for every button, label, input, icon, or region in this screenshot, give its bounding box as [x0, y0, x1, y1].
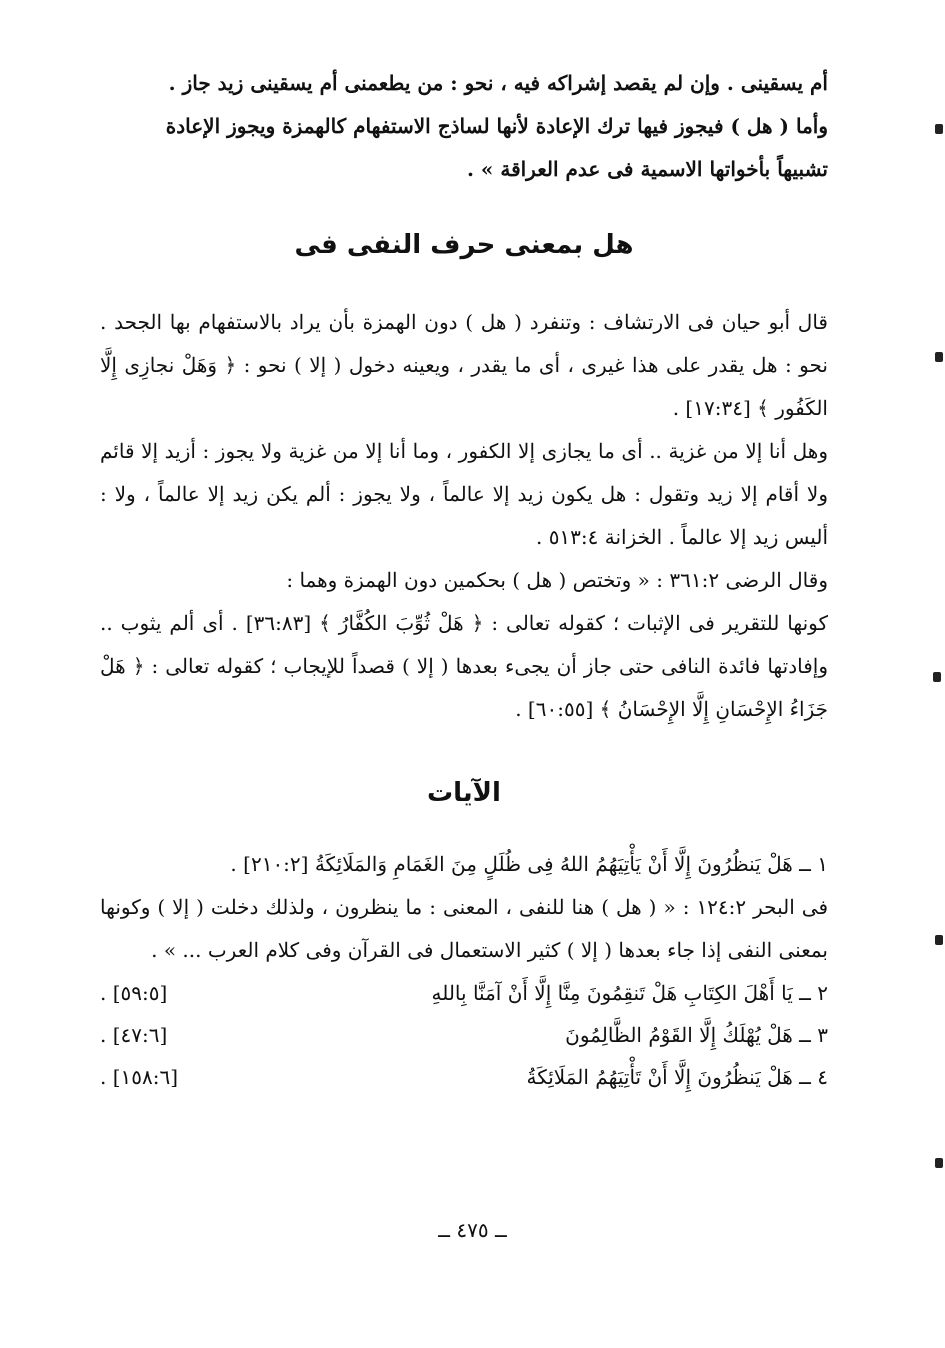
page-body	[100, 62, 828, 1098]
intro-line-2: وأما ( هل ) فيجوز فيها ترك الإعادة لأنها لساذج الاستفهام كالهمزة ويجوز الإعادة	[165, 114, 828, 138]
intro-line-1: أم يسقينى . وإن لم يقصد إشراكه فيه ، نحو : من يطعمنى أم يسقينى زيد جاز .	[168, 71, 828, 95]
verse-row	[100, 1056, 828, 1098]
scan-margin-mark	[935, 935, 943, 945]
verses-heading: الآيات	[427, 778, 501, 808]
paragraph-radi: وقال الرضى ٣٦١:٢ : « وتختص ( هل ) بحكمين دون الهمزة وهما :	[286, 568, 828, 592]
verse-text: ٢ ــ يَا أَهْلَ الكِتَابِ هَلْ تَنقِمُونَ مِنَّا إِلَّا أَنْ آمَنَّا بِاللهِ	[431, 981, 828, 1005]
verse-text: ٤ ــ هَلْ يَنظُرُونَ إِلَّا أَنْ تَأْتِيَهُمُ المَلَائِكَةُ	[526, 1065, 828, 1089]
intro-line-3: تشبيهاً بأخواتها الاسمية فى عدم العراقة » .	[466, 157, 828, 181]
verse-row	[100, 972, 828, 1014]
scan-margin-mark	[933, 672, 941, 682]
scan-margin-mark	[935, 124, 943, 134]
scan-margin-mark	[935, 352, 943, 362]
verse-row	[100, 1014, 828, 1056]
section-heading: هل بمعنى حرف النفى فى	[294, 230, 634, 260]
verse-reference: [٤٧:٦] .	[100, 1023, 168, 1047]
verse-1: ١ ــ هَلْ يَنظُرُونَ إِلَّا أَنْ يَأْتِيَهُمُ اللهُ فِى ظُلَلٍ مِنَ الغَمَامِ وَالمَلَائِكَةُ [٢١٠:٢] .	[230, 852, 828, 876]
paragraph-ghaziya: وهل أنا إلا من غزية .. أى ما يجازى إلا الكفور ، وما أنا إلا من غزية ولا يجوز : أزيد إلا قائم ولا أقام إلا زيد وتقول : هل يكون زيد إلا عالماً ، ولا يجوز : ألم يكن زيد إلا عالماً ، ولا : أليس زيد إلا عالماً . الخزانة ٥١٣:٤ .	[100, 439, 828, 549]
scan-margin-mark	[935, 1158, 943, 1168]
verse-reference: [١٥٨:٦] .	[100, 1065, 179, 1089]
paragraph-taqrir: كونها للتقرير فى الإثبات ؛ كقوله تعالى : ﴿ هَلْ ثُوِّبَ الكُفَّارُ ﴾ [٣٦:٨٣] . أى ألم يثوب .. وإفادتها فائدة النافى حتى جاز أن يجىء بعدها ( إلا ) قصداً للإيجاب ؛ كقوله تعالى : ﴿ هَلْ جَزَاءُ الإِحْسَانِ إِلَّا الإِحْسَانُ ﴾ [٦٠:٥٥] .	[100, 611, 828, 721]
page-number: ــ ٤٧٥ ــ	[438, 1218, 507, 1242]
paragraph-abu-hayyan: قال أبو حيان فى الارتشاف : وتنفرد ( هل ) دون الهمزة بأن يراد بالاستفهام بها الجحد . نحو : هل يقدر على هذا غيرى ، أى ما يقدر ، ويعينه دخول ( إلا ) نحو : ﴿ وَهَلْ نجازِى إِلَّا الكَفُور ﴾ [١٧:٣٤] .	[100, 310, 828, 420]
paragraph-bahr: فى البحر ١٢٤:٢ : « ( هل ) هنا للنفى ، المعنى : ما ينظرون ، ولذلك دخلت ( إلا ) وكونها بمعنى النفى إذا جاء بعدها ( إلا ) كثير الاستعمال فى القرآن وفى كلام العرب ... » .	[100, 895, 829, 962]
verse-text: ٣ ــ هَلْ يُهْلَكُ إِلَّا القَوْمُ الظَّالِمُونَ	[565, 1023, 828, 1047]
verse-reference: [٥٩:٥] .	[100, 981, 168, 1005]
